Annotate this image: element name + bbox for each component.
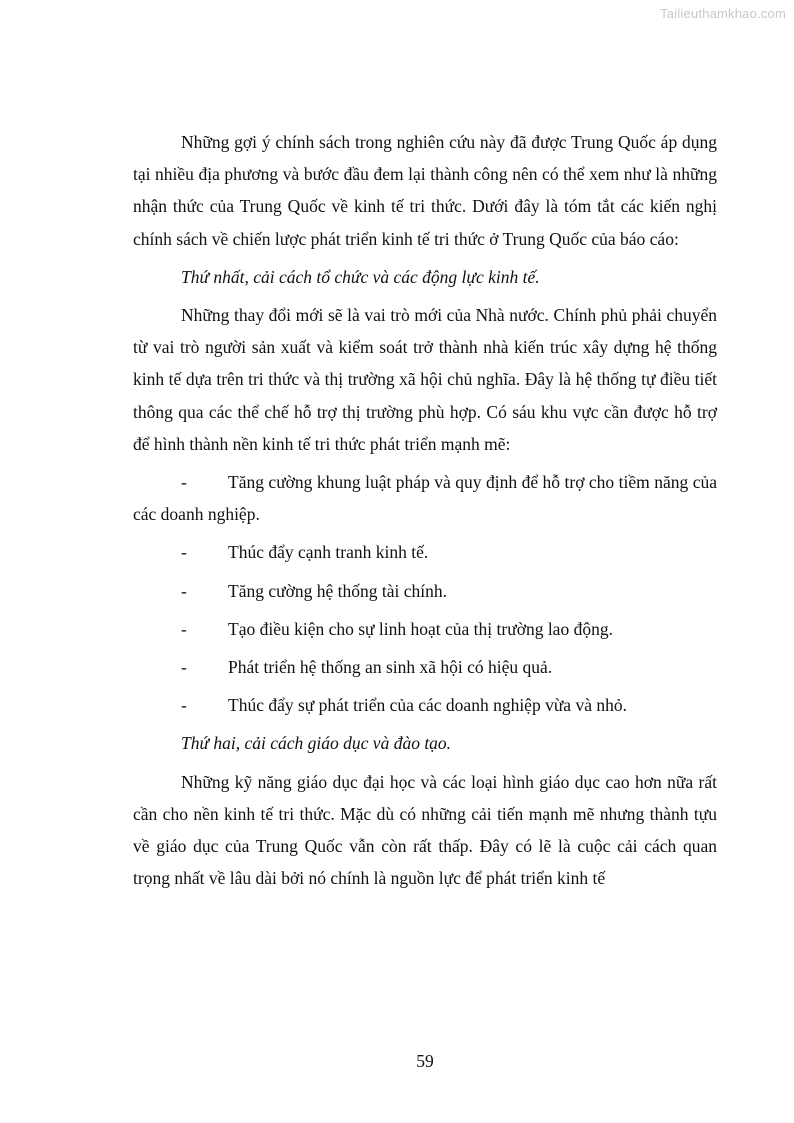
bullet-dash: - [181,657,187,678]
bullet-dash: - [181,580,187,601]
list-item [133,466,717,530]
list-item [133,689,717,721]
list-item-text: Thúc đẩy sự phát triển của các doanh nghiệp vừa và nhỏ. [228,695,627,716]
bullet-dash: - [181,618,187,639]
watermark: Tailieuthamkhao.com [660,6,786,21]
paragraph-education: Những kỹ năng giáo dục đại học và các loại hình giáo dục cao hơn nữa rất cần cho nền kinh tế tri thức. Mặc dù có những cải tiến mạnh mẽ nhưng thành tựu về giáo dục của Trung Quốc vẫn còn rất thấp. Đây có lẽ là cuộc cải cách quan trọng nhất về lâu dài bởi nó chính là nguồn lực để phát triển kinh tế [133,771,717,889]
list-item-text: Tăng cường hệ thống tài chính. [228,580,447,601]
section-heading-first: Thứ nhất, cải cách tổ chức và các động lực kinh tế. [181,266,540,287]
page-body [133,126,717,894]
list-item [133,536,717,568]
bullet-dash: - [181,472,187,493]
section-heading-second: Thứ hai, cải cách giáo dục và đào tạo. [181,733,452,754]
paragraph-intro: Những gợi ý chính sách trong nghiên cứu này đã được Trung Quốc áp dụng tại nhiều địa phương và bước đầu đem lại thành công nên có thể xem như là những nhận thức của Trung Quốc về kinh tế tri thức. Dưới đây là tóm tắt các kiến nghị chính sách về chiến lược phát triển kinh tế tri thức ở Trung Quốc của báo cáo: [133,132,717,249]
bullet-dash: - [181,695,187,716]
list-item-text: Phát triển hệ thống an sinh xã hội có hiệu quả. [228,657,553,678]
page-number: 59 [416,1051,434,1071]
bullet-list [133,466,717,721]
list-item-text: Thúc đẩy cạnh tranh kinh tế. [228,542,429,563]
list-item [133,651,717,683]
list-item [133,575,717,607]
list-item [133,613,717,645]
list-item-text: Tạo điều kiện cho sự linh hoạt của thị trường lao động. [228,618,613,639]
paragraph-state-role: Những thay đổi mới sẽ là vai trò mới của Nhà nước. Chính phủ phải chuyển từ vai trò người sản xuất và kiểm soát trở thành nhà kiến trúc xây dựng hệ thống kinh tế dựa trên tri thức và thị trường xã hội chủ nghĩa. Đây là hệ thống tự điều tiết thông qua các thể chế hỗ trợ thị trường phù hợp. Có sáu khu vực cần được hỗ trợ để hình thành nền kinh tế tri thức phát triển mạnh mẽ: [133,305,717,454]
list-item-text: Tăng cường khung luật pháp và quy định để hỗ trợ cho tiềm năng của các doanh nghiệp. [133,472,717,525]
bullet-dash: - [181,542,187,563]
